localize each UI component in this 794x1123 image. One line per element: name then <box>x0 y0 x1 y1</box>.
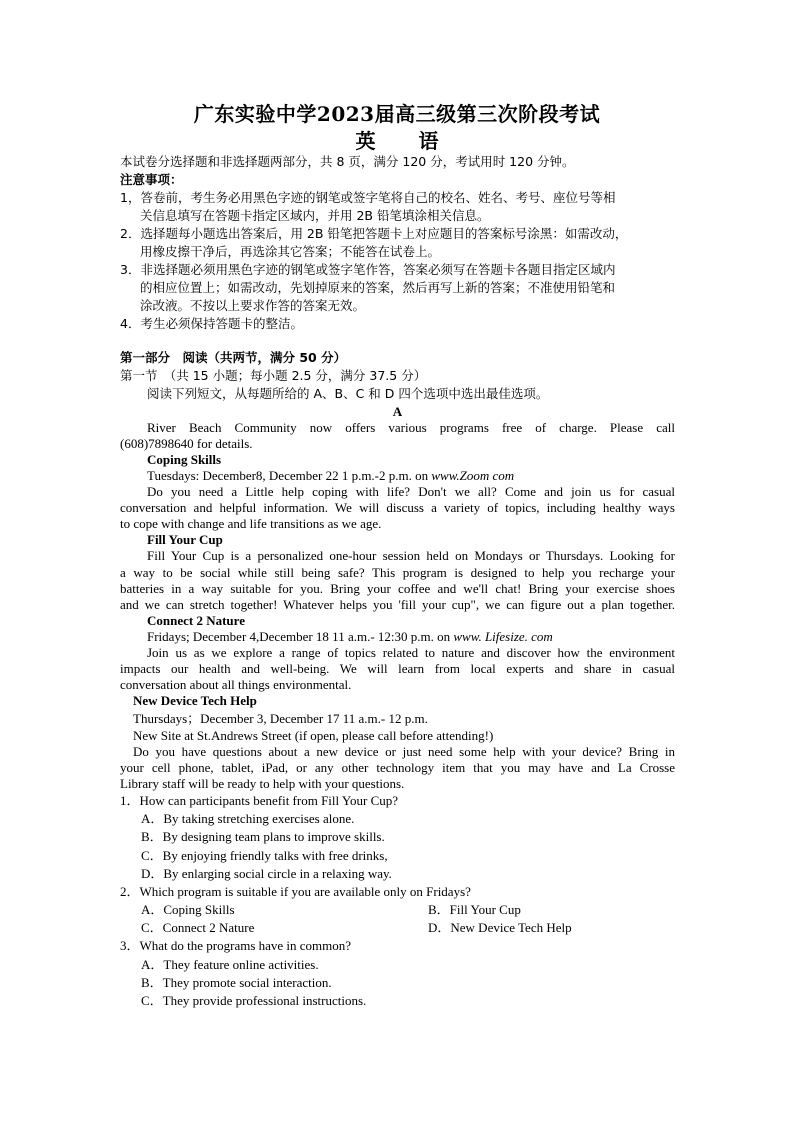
tech-help-time: Thursdays；December 3, December 17 11 a.m.- 12 p.m. <box>133 711 428 726</box>
note-1-line-2: 关信息填写在答题卡指定区域内，并用 2B 铅笔填涂相关信息。 <box>140 208 490 223</box>
question-1-option-a: A．By taking stretching exercises alone. <box>141 811 355 826</box>
tech-body-line-3: Library staff will be ready to help with your questions. <box>120 776 405 791</box>
note-3-line-3: 涂改液。不按以上要求作答的答案无效。 <box>140 298 366 313</box>
question-3-stem: 3．What do the programs have in common? <box>120 938 352 953</box>
note-3-line-2: 的相应位置上；如需改动，先划掉原来的答案，然后再写上新的答案；不准使用铅笔和 <box>140 280 616 295</box>
passage-intro-line-1: River Beach Community now offers various programs free of charge. Please call <box>147 420 675 435</box>
question-3-option-c: C．They provide professional instructions. <box>141 993 367 1008</box>
passage-label: A <box>392 404 403 419</box>
nature-body-line-2: impacts our health and well-being. We will learn from local experts and share in casual <box>120 661 675 676</box>
question-1-option-d: D．By enlarging social circle in a relaxing way. <box>141 866 392 881</box>
note-3-line-1: 3．非选择题必须用黑色字迹的钢笔或签字笔作答，答案必须写在答题卡各题目指定区域内 <box>120 262 616 277</box>
cup-body-line-1: Fill Your Cup is a personalized one-hour session held on Mondays or Thursdays. Looking for <box>147 548 675 563</box>
question-1-option-b: B．By designing team plans to improve skills. <box>141 829 385 844</box>
tech-body-line-1: Do you have questions about a new device or just need some help with your device? Bring in <box>133 744 675 759</box>
tech-body-line-2: your cell phone, tablet, iPad, or any other technology item that you may have and La Crosse <box>120 760 675 775</box>
question-3-option-b: B．They promote social interaction. <box>141 975 332 990</box>
coping-body-line-2: conversation and helpful information. We will discuss a variety of topics, including healthy ways <box>120 500 675 515</box>
question-2-option-d: D．New Device Tech Help <box>428 920 572 935</box>
passage-intro-line-2: (608)7898640 for details. <box>120 436 253 451</box>
nature-body-line-1: Join us as we explore a range of topics related to nature and discover how the environment <box>147 645 675 660</box>
question-2-option-b: B．Fill Your Cup <box>428 902 521 917</box>
note-1-line-1: 1，答卷前，考生务必用黑色字迹的钢笔或签字笔将自己的校名、姓名、考号、座位号等相 <box>120 190 616 205</box>
question-1-option-c: C．By enjoying friendly talks with free drinks, <box>141 848 388 863</box>
coping-skills-time: Tuesdays: December8, December 22 1 p.m.-2 p.m. on <box>147 468 432 483</box>
note-2-line-2: 用橡皮擦干净后，再选涂其它答案；不能答在试卷上。 <box>140 244 441 259</box>
notes-heading: 注意事项： <box>120 172 183 187</box>
nature-time: Fridays; December 4,December 18 11 a.m.- 12:30 p.m. on <box>147 629 454 644</box>
question-2-stem: 2．Which program is suitable if you are available only on Fridays? <box>120 884 471 899</box>
nature-site: www. Lifesize. com <box>453 629 553 644</box>
section1-heading: 第一节 （共 15 小题；每小题 2.5 分，满分 37.5 分） <box>120 368 427 383</box>
coping-skills-site: www.Zoom com <box>431 468 515 483</box>
note-4-line-1: 4．考生必须保持答题卡的整洁。 <box>120 316 303 331</box>
subject-title: 英 语 <box>355 129 457 153</box>
cup-body-line-3: batteries in a way suitable for you. Bring your coffee and we'll chat! Bring your exercise shoes <box>120 581 675 596</box>
section1-instruction: 阅读下列短文，从每题所给的 A、B、C 和 D 四个选项中选出最佳选项。 <box>147 386 549 401</box>
note-2-line-1: 2．选择题每小题选出答案后，用 2B 铅笔把答题卡上对应题目的答案标号涂黑：如需改动， <box>120 226 628 241</box>
exam-title: 广东实验中学2023届高三级第三次阶段考试 <box>193 102 601 126</box>
nature-schedule <box>147 629 553 645</box>
coping-body-line-3: to cope with change and life transitions as we age. <box>120 516 382 531</box>
cup-body-line-4: and we can stretch together! Whatever helps you 'fill your cup", we can figure out a plan together. <box>120 597 675 612</box>
tech-help-heading: New Device Tech Help <box>133 693 257 708</box>
fill-your-cup-heading: Fill Your Cup <box>147 532 223 547</box>
coping-skills-schedule <box>147 468 514 484</box>
connect-2-nature-heading: Connect 2 Nature <box>147 613 245 628</box>
question-3-option-a: A．They feature online activities. <box>141 957 319 972</box>
cup-body-line-2: a way to be social while still being safe? This program is designed to help you recharge your <box>120 565 675 580</box>
question-1-stem: 1．How can participants benefit from Fill Your Cup? <box>120 793 399 808</box>
question-2-option-a: A．Coping Skills <box>141 902 235 917</box>
nature-body-line-3: conversation about all things environmental. <box>120 677 352 692</box>
intro-text: 本试卷分选择题和非选择题两部分，共 8 页，满分 120 分，考试用时 120 分钟。 <box>120 154 575 169</box>
coping-skills-heading: Coping Skills <box>147 452 222 467</box>
part1-heading: 第一部分 阅读（共两节，满分 50 分） <box>120 350 347 365</box>
coping-body-line-1: Do you need a Little help coping with life? Don't we all? Come and join us for casual <box>147 484 675 499</box>
question-2-option-c: C．Connect 2 Nature <box>141 920 255 935</box>
tech-help-site: New Site at St.Andrews Street (if open, please call before attending!) <box>133 728 494 743</box>
